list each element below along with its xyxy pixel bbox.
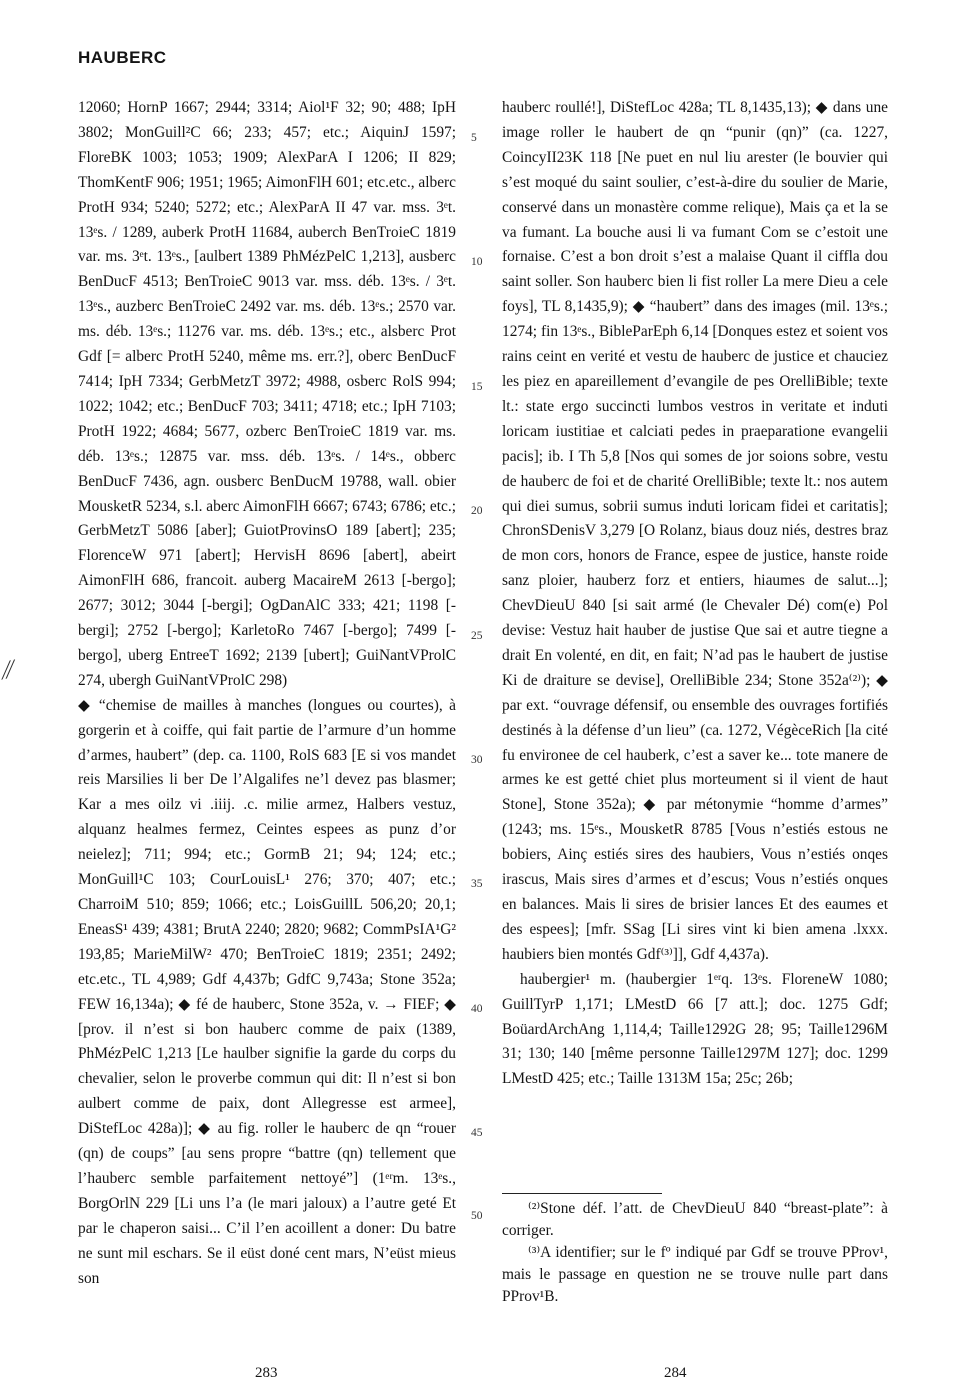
line-number: 5 [471, 132, 477, 144]
left-paragraph-1: 12060; HornP 1667; 2944; 3314; Aiol¹F 32; 90; 488; IpH 3802; MonGuill²C 66; 233; 457; etc.; AiquinJ 1597; FloreBK 1003; 1053; 1909; AlexParA I 1206; II 829; ThomKentF 906; 1951; 1965; AimonFlH 601; etc.etc., alberc ProtH 934; 5240; 5272; etc.; AlexParA II 47 var. mss. 3ᵉt. 13ᵉs. / 1289, auberk ProtH 11684, auberch BenTroieC 1819 var. ms. 3ᵉt. 13ᵉs., [aulbert 1389 PhMézPelC 1,213], ausberc BenDucF 4513; BenTroieC 9013 var. mss. déb. 13ᵉs. / 3ᵉt. 13ᵉs., auzberc BenTroieC 2492 var. ms. déb. 13ᵉs.; 2570 var. ms. déb. 13ᵉs.; 11276 var. ms. déb. 13ᵉs.; etc., alsberc Prot Gdf [= alberc ProtH 5240, même ms. err.?], oberc BenDucF 7414; IpH 7334; GerbMetzT 3972; 4988, osberc RolS 994; 1022; 1042; etc.; BenDucF 703; 3411; 4718; etc.; IpH 7103; ProtH 1922; 4684; 5677, ozberc BenTroieC 1819 var. ms. déb. 13ᵉs.; 12875 var. mss. déb. 13ᵉs. / 14ᵉs., obberc BenDucF 7436, agn. ousberc BenDucM 19788, wall. obier MousketR 5234, s.l. aberc AimonFlH 6667; 6743; 6786; etc.; GerbMetzT 5086 [aber]; GuiotProvinsO 189 [abert]; 235; FlorenceW 971 [abert]; HervisH 8696 [abert], abeirt AimonFlH 686, francoit. auberg MacaireM 2613 [-bergo]; 2677; 3012; 3044 [-bergi]; OgDanAlC 333; 421; 1198 [-bergi]; 2752 [-bergo]; KarletoRo 7467 [-bergo]; 7499 [-bergo], uberg EntreeT 1692; 2139 [ubert]; GuiNantVProlC 274, ubergh GuiNantVProlC 298) [78, 99, 456, 689]
right-paragraph-1: hauberc roullé!], DiStefLoc 428a; TL 8,1435,13); ◆ dans une image roller le haubert de qn “punir (qn)” (ca. 1227, CoincyII23K 118 [Ne puet en nul liu arester (le bouvier qui s’est moqué du saint soulier, c’est-à-dire du soulier de Marie, conservé dans un monastère comme relique), Mais ça et la se va fumant. La bouche ausi li va fumant Com se c’estoit une fornaise. C’est a bon droit s’est a malaise Quant il ciffla dou saint soller. Son hauberc bien li fist roller La mere Dieu a cele foys], TL 8,1435,9); ◆ “haubert” dans des images (mil. 13ᵉs.; 1274; fin 13ᵉs., BibleParEph 6,14 [Donques estez et soient vos rains ceint en verité et vestu de hauberc de justice et chauciez les piez en apareillement d’evangile de pes OrelliBible; texte lt.: state ergo succincti lumbos vestros in veritate et induti loricam iustitiae et calciati pedes in praeparatione evangelii pacis]; ib. I Th 5,8 [Nos qui somes de jor soions sobre, vestu de hauberc de foi et de charité OrelliBible; texte lt.: nos autem qui diei sumus, sobrii sumus induti loricam fidei et caritatis]; ChronSDenisV 3,279 [O Rolanz, biaus douz niés, destres braz de mon cors, honors de France, espee de justice, hanste roide sanz ploier, hauberz forz et entiers, hiaumes de salut...]; ChevDieuU 840 [si sait armé (le Chevaler Dé) com(e) Pol devise: Vestuz hait hauber de justise Que sai et autre tiegne a drait En volenté, en dit, en fait; N’ad pas le haubert de justise Ki de draiture se devise], OrelliBible 234; Stone 352a⁽²⁾); ◆ par ext. “ouvrage défensif, ou ensemble des ouvrages fortifiés destinés à la défense d’un lieu” (ca. 1272, VégèceRich [la cité fu environee de cel hauberk, c’est a saver ke... tote manere de armes ke est getté chiet plus morteument si il vient de haut Stone], Stone 352a); ◆ par métonymie “homme d’armes” (1243; ms. 15ᵉs., MousketR 8785 [Vous n’estiés estous ne bobiers, Ainç estiés sires des haubiers, Vous n’estiés onqes irascus, Mais sires d’armes et d’escus; Vous n’estiés onques en balances. Mais li sires de brisier lances Et des eaumes et des espees]; [mfr. SSag [Li sires vint ki bien amena .lxxx. haubiers bien montés Gdf⁽³⁾]], Gdf 4,437a). [502, 99, 888, 963]
footnote-rule [502, 1193, 662, 1194]
line-number: 50 [471, 1210, 483, 1222]
line-number: 45 [471, 1127, 483, 1139]
line-number: 20 [471, 505, 483, 517]
line-number: 15 [471, 381, 483, 393]
line-number: 35 [471, 878, 483, 890]
footnote-2: ⁽²⁾Stone déf. l’att. de ChevDieuU 840 “breast-plate”: à corriger. [502, 1200, 888, 1239]
right-column [502, 96, 888, 1092]
line-number: 10 [471, 256, 483, 268]
footnote-3: ⁽³⁾A identifier; sur le fº indiqué par Gdf se trouve PProv¹, mais le passage en question ne se trouve nulle part dans PProv¹B. [502, 1244, 888, 1305]
running-head: HAUBERC [78, 48, 167, 67]
page-number-right: 284 [664, 1365, 687, 1381]
line-number: 30 [471, 754, 483, 766]
entry-haubergier: haubergier¹ m. (haubergier 1ᵉʳq. 13ᵉs. FloreneW 1080; GuillTyrP 1,171; LMestD 66 [7 att.]; doc. 1275 Gdf; BoüardArchAng 1,114,4; Taille1292G 28; 95; Taille1296M 31; 130; 140 [même personne Taille1297M 127]; doc. 1299 LMestD 425; etc.; Taille 1313M 15a; 25c; 26b; [502, 970, 888, 1088]
footnotes [502, 1198, 888, 1308]
left-paragraph-2: ◆ “chemise de mailles à manches (longues ou courtes), à gorgerin et à coiffe, qui fait partie de l’armure d’un homme d’armes, haubert” (dep. ca. 1100, RolS 683 [E si vos mandet reis Marsilies li ber De l’Algalifes ne’l devez pas blasmer; Kar a mes oilz vi .iiij. .c. milie armez, Halbers vestuz, alquanz healmes fermez, Ceintes espees as punz d’or neielez]; 711; 994; etc.; GormB 21; 94; 124; etc.; MonGuill¹C 103; CourLouisL¹ 276; 370; 407; etc.; CharroiM 510; 859; 1066; etc.; LoisGuillL 506,20; 20,1; EneasS¹ 439; 4381; BrutA 2240; 2820; 9682; CommPsIA¹G² 193,85; MarieMilW² 470; BenTroieC 1819; 2351; 2492; etc.etc., TL 4,989; Gdf 4,437b; GdfC 9,743a; Stone 352a; FEW 16,134a); ◆ fé de hauberc, Stone 352a, v. → FIEF; ◆ [prov. il n’est si bon hauberc comme de paix (1389, PhMézPelC 1,213 [Le haulber signifie la garde du corps du chevalier, selon le proverbe commun qui dit: Il n’est si bon aulbert comme de paix, dont Allegresse est armee], DiStefLoc 428a)]; ◆ au fig. roller le hauberc de qn “rouer (qn) de coups” [au sens propre “battre (qn) tellement que l’hauberc semble parfaitement nettoyé”] (1ᵉʳm. 13ᵉs., BorgOrlN 229 [Li uns l’a (le mari jaloux) a l’autre geté Et par le chaperon saisi... C’il l’en acoillent a doner: Du batre ne sunt mil eschars. Se il eüst doné cent mars, N’eüst mieus son [78, 696, 456, 1287]
line-number: 25 [471, 630, 483, 642]
handwritten-margin-mark: ⁄⁄ [0, 654, 16, 685]
left-column [78, 96, 456, 1292]
line-number: 40 [471, 1003, 483, 1015]
page-number-left: 283 [255, 1365, 278, 1381]
